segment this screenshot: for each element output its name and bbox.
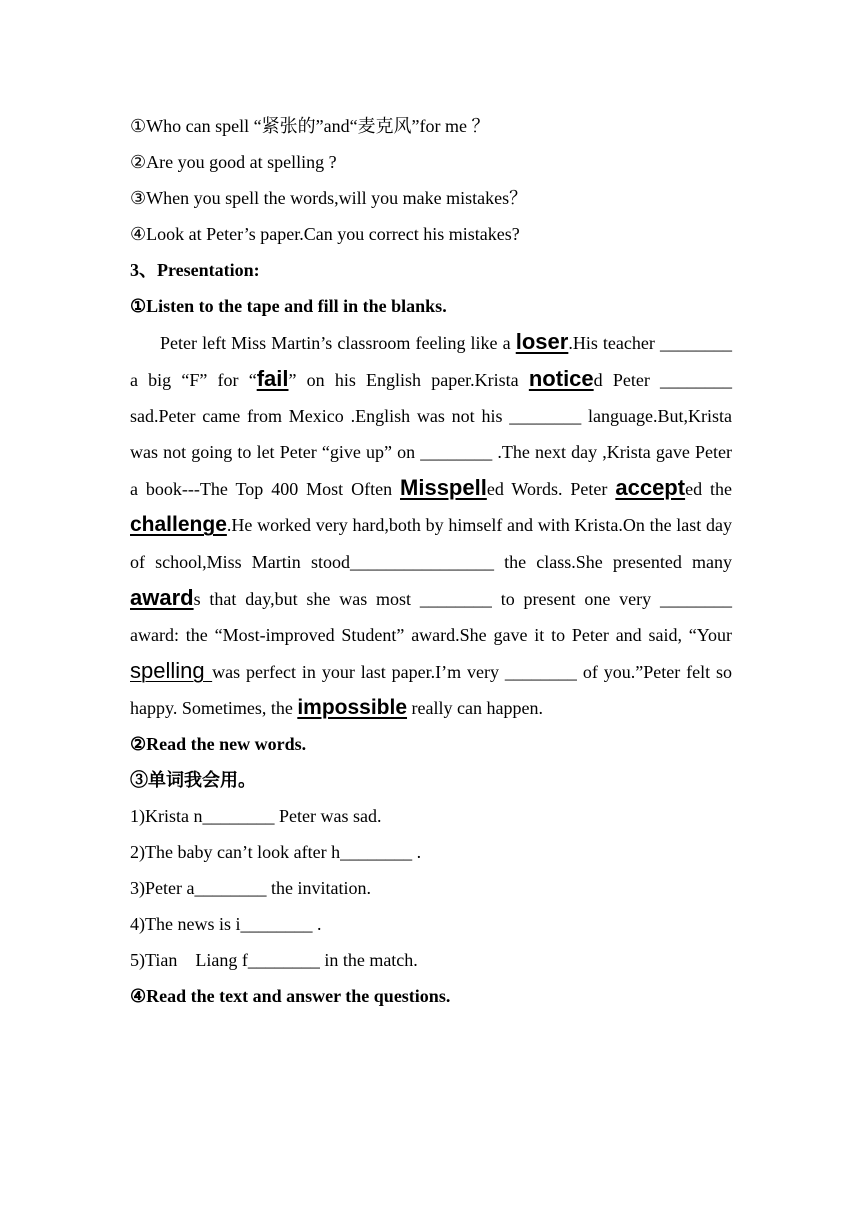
warmup-question-2: ②Are you good at spelling ? xyxy=(130,152,337,172)
passage-text: ” on his English paper.Krista xyxy=(288,370,529,391)
keyword-award: award xyxy=(130,584,194,610)
section-heading: 3、Presentation: xyxy=(130,260,260,280)
keyword-accept: accept xyxy=(615,475,686,501)
passage-text: .He worked very hard,both by himself and with Krista.On the last day of school,Miss Martin stood________________ the class.She presented many xyxy=(130,515,732,572)
exercise-item-4: 4)The news is i________ . xyxy=(130,914,322,935)
step-listen-heading: ①Listen to the tape and fill in the blanks. xyxy=(130,296,447,316)
keyword-challenge: challenge xyxy=(130,513,227,537)
step-read-words-heading: ②Read the new words. xyxy=(130,734,307,755)
passage-text: really can happen. xyxy=(407,697,543,718)
warmup-question-3: ③When you spell the words,will you make mistakes？ xyxy=(130,188,528,208)
step-answer-questions-heading: ④Read the text and answer the questions. xyxy=(130,986,451,1007)
cloze-passage xyxy=(130,324,732,726)
passage-text: ed Words. Peter xyxy=(486,479,616,500)
passage-text: Peter left Miss Martin’s classroom feeling like a xyxy=(160,333,516,353)
exercise-item-2: 2)The baby can’t look after h________ . xyxy=(130,842,422,863)
keyword-spelling: spelling xyxy=(130,657,213,683)
warmup-question-1: ①Who can spell “紧张的”and“麦克风”for me ？ xyxy=(130,116,490,136)
worksheet-page xyxy=(130,108,732,1014)
passage-text: ed the xyxy=(685,479,732,500)
keyword-loser: loser xyxy=(515,329,569,354)
keyword-impossible: impossible xyxy=(297,695,408,719)
keyword-misspell: Misspell xyxy=(400,475,487,501)
keyword-fail: fail xyxy=(256,366,289,392)
exercise-item-5: 5)Tian Liang f________ in the match. xyxy=(130,950,418,971)
step-use-words-heading: ③单词我会用。 xyxy=(130,770,256,791)
exercise-item-3: 3)Peter a________ the invitation. xyxy=(130,878,371,899)
keyword-notice: notice xyxy=(528,366,594,392)
warmup-question-4: ④Look at Peter’s paper.Can you correct his mistakes? xyxy=(130,224,520,244)
passage-text: .His teacher ________ a big “F” for “ xyxy=(130,333,732,391)
passage-text: d Peter ________ sad.Peter came from Mexico .English was not his ________ language.But,Krista was not going to let Peter “give up” on ________ .The next day ,Krista gave Peter a book---The Top 400 Most Often xyxy=(130,370,733,500)
exercise-item-1: 1)Krista n________ Peter was sad. xyxy=(130,806,382,827)
passage-text: s that day,but she was most ________ to present one very ________ award: the “Most-improved Student” award.She gave it to Peter and said, “Your xyxy=(130,588,732,645)
passage-text: was perfect in your last paper.I’m very ________ of you.”Peter felt so happy. Sometimes, the xyxy=(130,661,733,718)
